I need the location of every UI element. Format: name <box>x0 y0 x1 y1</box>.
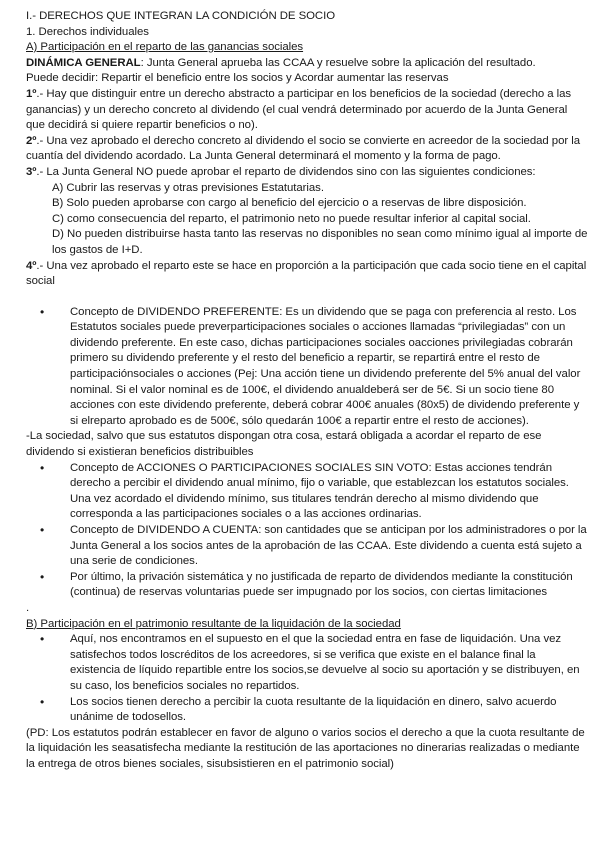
obligation-text: -La sociedad, salvo que sus estatutos dispongan otra cosa, estará obligada a acordar el reparto de ese dividendo si existieran beneficios distribuibles <box>26 430 542 459</box>
point-1 <box>26 87 588 134</box>
point-4 <box>26 259 588 290</box>
conditions-list <box>26 181 588 259</box>
list-item <box>26 695 588 726</box>
condition-b: B) Solo pueden aprobarse con cargo al beneficio del ejercicio o a reservas de libre disposición. <box>52 197 527 210</box>
spacer <box>26 290 588 305</box>
section-a-heading: A) Participación en el reparto de las ganancias sociales <box>26 41 304 54</box>
puede-decidir-text: Puede decidir: Repartir el beneficio entre los socios y Acordar aumentar las reservas <box>26 72 449 85</box>
bullet-privacion-sistematica: Por último, la privación sistemática y no justificada de reparto de dividendos mediante la constitución (continua) de reservas voluntarias puede ser impugnado por los socios, con ciertas limitaciones <box>70 570 573 599</box>
point-3-text: .- La Junta General NO puede aprobar el reparto de dividendos sino con las siguientes condiciones: <box>36 165 536 178</box>
bullet-icon: • <box>40 632 45 647</box>
condition-d: D) No pueden distribuirse hasta tanto las reservas no disponibles no sean como mínimo igual al importe de los gastos de I+D. <box>52 228 588 256</box>
bullet-icon: • <box>40 523 45 537</box>
point-2-text: .- Una vez aprobado el derecho concreto al dividendo el socio se convierte en acreedor de la sociedad por la cuantía del dividendo acordado. La Junta General determinará el momento y la forma de pago. <box>26 134 580 163</box>
condition-c: C) como consecuencia del reparto, el patrimonio neto no puede resultar inferior al capital social. <box>52 212 531 225</box>
document-title: I.- DERECHOS QUE INTEGRAN LA CONDICIÓN DE SOCIO <box>26 10 336 22</box>
condition-a: A) Cubrir las reservas y otras previsiones Estatutarias. <box>52 181 324 194</box>
bullet-dividendo-a-cuenta: Concepto de DIVIDENDO A CUENTA: son cantidades que se anticipan por los administradores o por la Junta General a los socios antes de la aprobación de las CCAA. Este dividendo a cuenta está sujeto a una serie de condiciones. <box>70 524 587 568</box>
liquidation-bullets <box>26 632 588 726</box>
dinamica-general-label: DINÁMICA GENERAL <box>26 56 141 69</box>
postscript-note: (PD: Los estatutos podrán establecer en favor de alguno o varios socios el derecho a que la cuota resultante de la liquidación les seasatisfecha mediante la restitución de las aportaciones no dinerarias realizadas o mediante la entrega de otros bienes sociales, sisubsistieren en el patrimonio social) <box>26 726 585 770</box>
point-2-number: 2º <box>26 134 37 147</box>
point-3-number: 3º <box>26 165 37 178</box>
dinamica-general-paragraph <box>26 56 588 72</box>
bullet-icon: • <box>40 694 45 709</box>
bullet-acciones-sin-voto: Concepto de ACCIONES O PARTICIPACIONES SOCIALES SIN VOTO: Estas acciones tendrán derecho a percibir el dividendo anual mínimo, fijo o variable, que establezcan los estatutos sociales. Una vez acordado el dividendo mínimo, sus titulares tendrán derecho al mismo dividendo que corresponda a las participaciones sociales o a las acciones ordinarias. <box>70 461 569 521</box>
dividend-bullets-2 <box>26 461 588 601</box>
bullet-icon: • <box>40 304 45 319</box>
list-item <box>26 632 588 694</box>
dinamica-general-text: : Junta General aprueba las CCAA y resuelve sobre la aplicación del resultado. <box>140 56 536 69</box>
bullet-dividendo-preferente: Concepto de DIVIDENDO PREFERENTE: Es un dividendo que se paga con preferencia al resto. Los Estatutos sociales puede preverparticipaciones sociales o acciones llamadas “privilegiadas” con un dividendo preferente. En este caso, dichas participaciones sociales oacciones privilegiadas cobrarán primero su dividendo preferente y el resto del beneficio a repartir, se repartirá entre el resto de participaciónsociales o acciones (Pej: Una acción tiene un dividendo preferente del 5% anual del valor nominal. Si el valor nominal es de 100€, el dividendo anualdeberá ser de 5€. Si un socio tiene 80 acciones con este dividendo preferente, deberá cobrar 400€ anuales (80x5) de dividendo preferente y si elreparto aprobado es de 500€, sólo quedarán 100€ a repartir entre el resto de acciones). <box>70 305 581 427</box>
point-4-number: 4º <box>26 259 37 272</box>
section-subtitle: 1. Derechos individuales <box>26 25 149 38</box>
list-item <box>26 461 588 523</box>
list-item <box>26 570 588 601</box>
dividend-bullets-1 <box>26 305 588 430</box>
section-b-heading: B) Participación en el patrimonio resultante de la liquidación de la sociedad <box>26 617 401 630</box>
point-3 <box>26 165 588 181</box>
separator-dot: . <box>26 601 30 614</box>
point-1-number: 1º <box>26 87 37 100</box>
point-1-text: .- Hay que distinguir entre un derecho abstracto a participar en los beneficios de la sociedad (derecho a las ganancias) y un derecho concreto al dividendo (el cual vendrá determinado por acuerdo de la Junta General que decidirá si quiere repartir beneficios o no). <box>26 87 572 132</box>
point-4-text: .- Una vez aprobado el reparto este se hace en proporción a la participación que cada socio tiene en el capital social <box>26 259 587 288</box>
list-item <box>26 305 588 430</box>
bullet-icon: • <box>40 569 45 584</box>
point-2 <box>26 134 588 165</box>
bullet-liquidacion: Aquí, nos encontramos en el supuesto en el que la sociedad entra en fase de liquidación. Una vez satisfechos todos loscréditos de los acreedores, si se verifica que existe en el balance final la existencia de líquido repartible entre los socios,se devuelve al socio su aportación y se distribuyen, en su caso, los beneficios sociales no repartidos. <box>70 633 580 692</box>
list-item <box>26 523 588 570</box>
bullet-icon: • <box>40 460 45 475</box>
bullet-cuota-liquidacion: Los socios tienen derecho a percibir la cuota resultante de la liquidación en dinero, salvo acuerdo unánime de todosellos. <box>70 695 557 724</box>
